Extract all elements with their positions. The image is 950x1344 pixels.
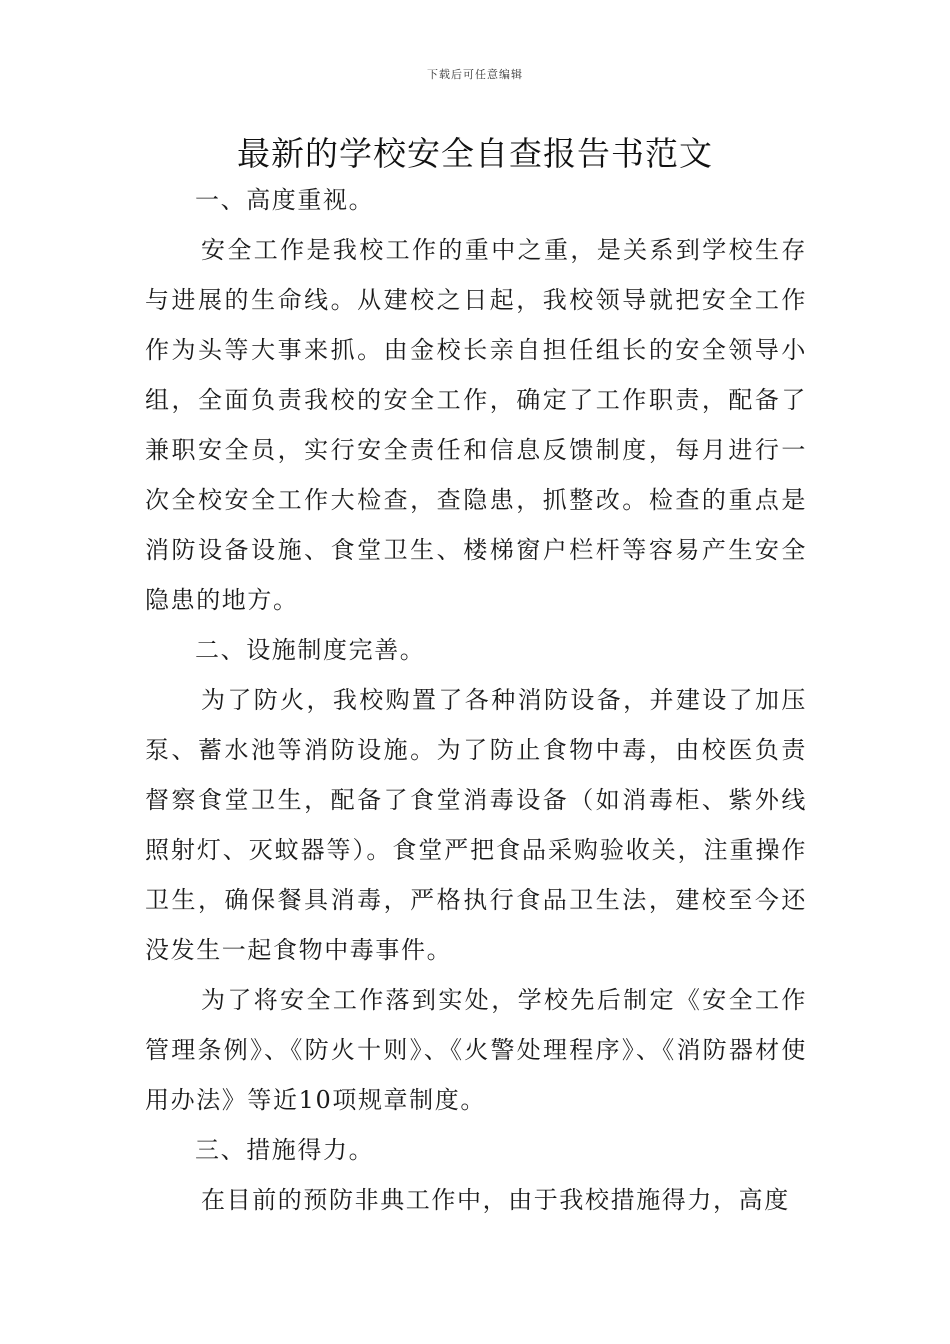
paragraph-1: 安全工作是我校工作的重中之重，是关系到学校生存与进展的生命线。从建校之日起，我校领导就把安全工作作为头等大事来抓。由金校长亲自担任组长的安全领导小组，全面负责我校的安全工作，确定了工作职责，配备了兼职安全员，实行安全责任和信息反馈制度，每月进行一次全校安全工作大检查，查隐患，抓整改。检查的重点是消防设备设施、食堂卫生、楼梯窗户栏杆等容易产生安全隐患的地方。 <box>145 236 807 614</box>
paragraph-4: 在目前的预防非典工作中，由于我校措施得力，高度 <box>201 1186 790 1214</box>
section-heading-2: 二、设施制度完善。 <box>195 636 426 664</box>
header-note: 下载后可任意编辑 <box>427 68 523 81</box>
section-heading-3: 三、措施得力。 <box>195 1136 375 1164</box>
document-body <box>145 175 807 1225</box>
paragraph-2: 为了防火，我校购置了各种消防设备，并建设了加压泵、蓄水池等消防设施。为了防止食物中毒，由校医负责督察食堂卫生，配备了食堂消毒设备（如消毒柜、紫外线照射灯、灭蚊器等）。食堂严把食品采购验收关，注重操作卫生，确保餐具消毒，严格执行食品卫生法，建校至今还没发生一起食物中毒事件。 <box>145 686 807 964</box>
document-title: 最新的学校安全自查报告书范文 <box>237 134 713 173</box>
section-heading-1: 一、高度重视。 <box>195 186 375 214</box>
paragraph-3: 为了将安全工作落到实处，学校先后制定《安全工作管理条例》、《防火十则》、《火警处理程序》、《消防器材使用办法》等近10项规章制度。 <box>145 986 807 1114</box>
